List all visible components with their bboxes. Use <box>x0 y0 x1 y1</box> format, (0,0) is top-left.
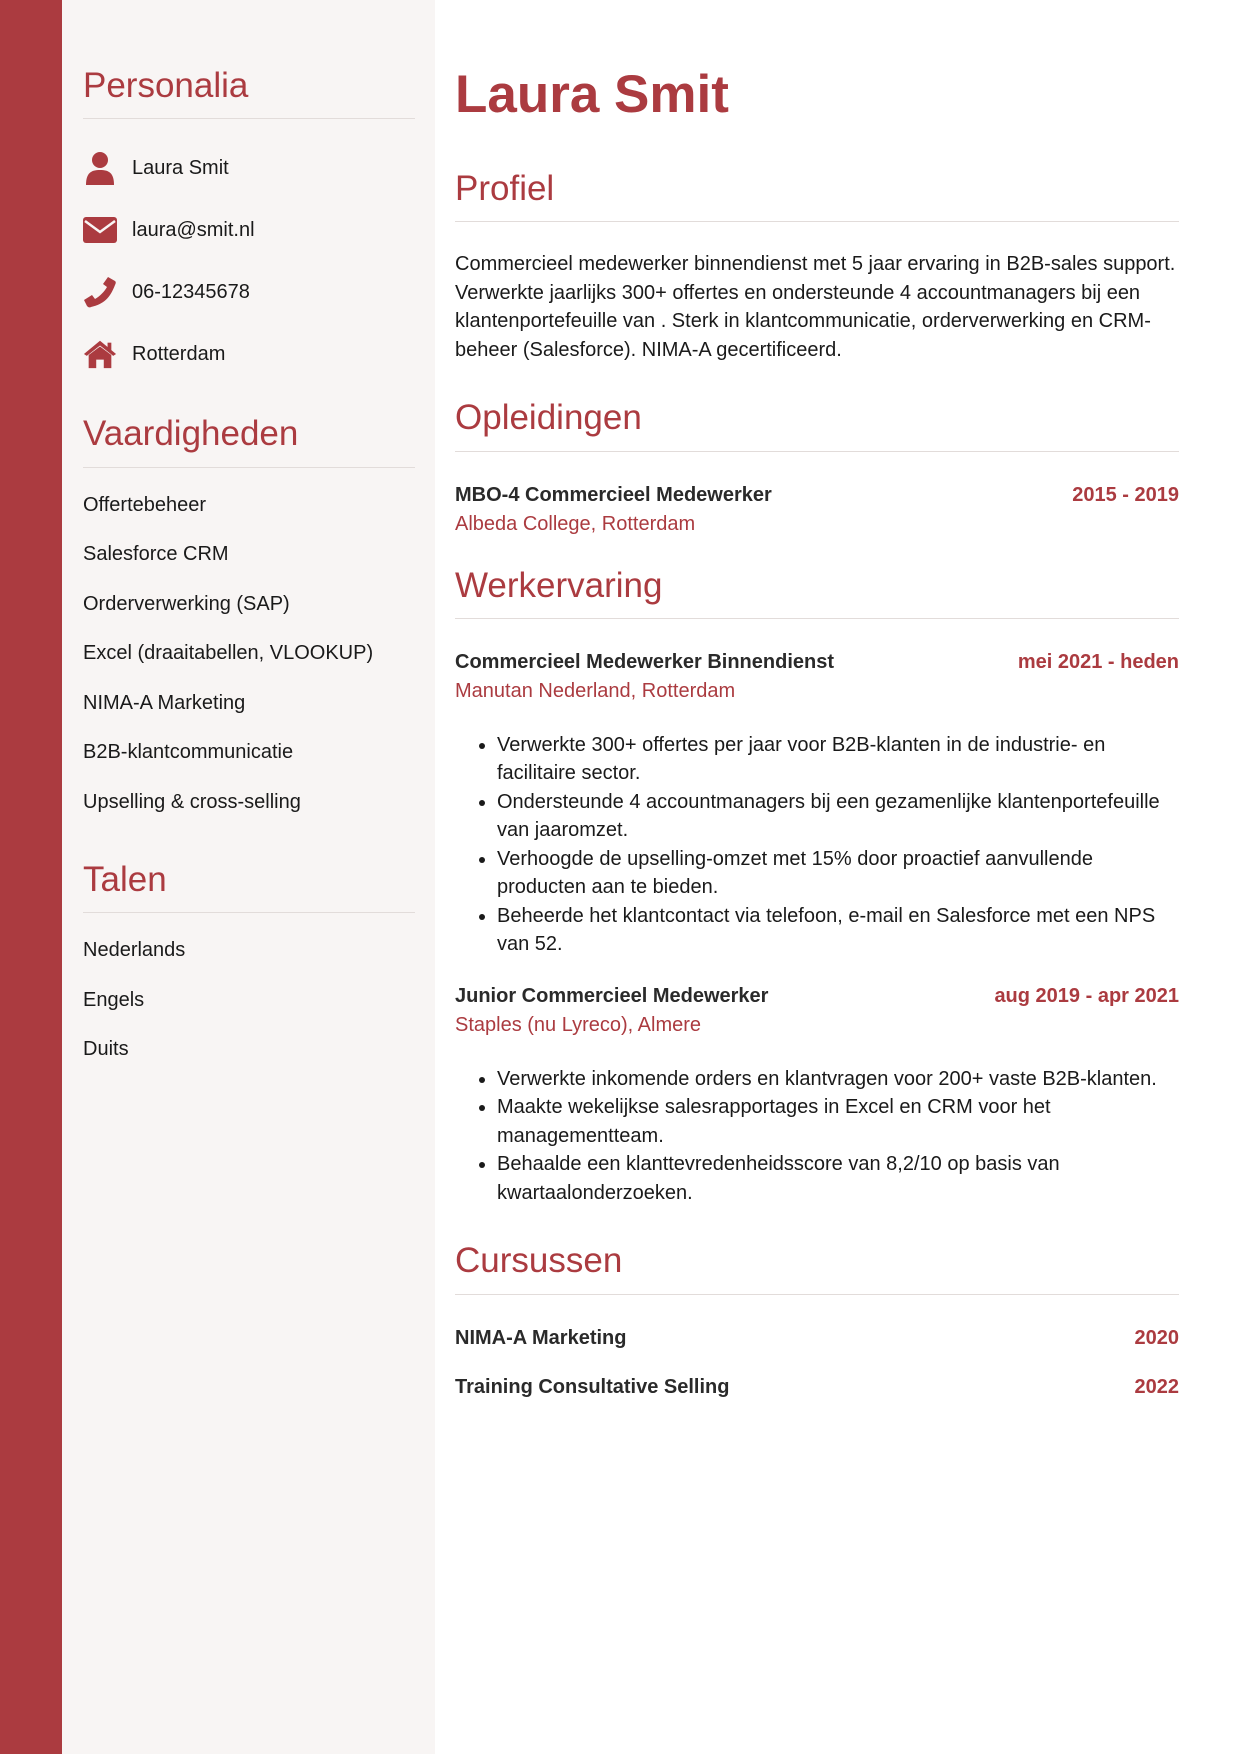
contact-phone <box>83 261 415 323</box>
job-bullet: • Beheerde het klantcontact via telefoon, e-mail en Salesforce met een NPS van 52. <box>497 902 1179 959</box>
job-bullet: • Verwerkte 300+ offertes per jaar voor B2B-klanten in de industrie- en facilitaire sector. <box>497 731 1179 788</box>
skills-heading: Vaardigheden <box>83 414 415 467</box>
experience-entry <box>455 985 1179 1208</box>
contact-name-text: Laura Smit <box>132 156 229 179</box>
education-org: Albeda College, Rotterdam <box>455 512 696 535</box>
job-bullet: • Behaalde een klanttevredenheidsscore van 8,2/10 op basis van kwartaalonderzoeken. <box>497 1150 1179 1207</box>
contact-phone-text: 06-12345678 <box>132 280 250 303</box>
main-content <box>435 0 1241 1754</box>
skill-item: Orderverwerking (SAP) <box>83 592 290 615</box>
job-bullet: • Ondersteunde 4 accountmanagers bij een gezamenlijke klantenportefeuille van jaaromzet. <box>497 788 1179 845</box>
profile-text: Commercieel medewerker binnendienst met 5 jaar ervaring in B2B-sales support. Verwerkte jaarlijks 300+ offertes en ondersteunde 4 accountmanagers bij een klantenportefeuille van . Sterk in klantcommunicatie, orderverwerking en CRM-beheer (Salesforce). NIMA-A gecertificeerd. <box>455 253 1176 361</box>
language-item: Nederlands <box>83 939 186 962</box>
user-icon <box>83 151 117 185</box>
education-heading: Opleidingen <box>455 398 1179 451</box>
skill-item: NIMA-A Marketing <box>83 691 246 714</box>
contact-location <box>83 323 415 385</box>
sidebar <box>62 0 435 1754</box>
contact-location-text: Rotterdam <box>132 342 226 365</box>
job-bullet: • Verwerkte inkomende orders en klantvragen voor 200+ vaste B2B-klanten. <box>497 1065 1179 1094</box>
experience-heading: Werkervaring <box>455 566 1179 619</box>
education-entry <box>455 484 1179 536</box>
course-entry <box>455 1376 1179 1399</box>
course-title: NIMA-A Marketing <box>455 1326 627 1349</box>
education-date: 2015 - 2019 <box>1072 483 1179 506</box>
courses-heading: Cursussen <box>455 1241 1179 1294</box>
languages-list <box>83 937 415 1086</box>
job-bullets <box>455 1065 1179 1208</box>
language-item: Engels <box>83 988 145 1011</box>
job-date: aug 2019 - apr 2021 <box>994 984 1179 1007</box>
skill-item: Offertebeheer <box>83 493 207 516</box>
language-item: Duits <box>83 1038 129 1061</box>
course-title: Training Consultative Selling <box>455 1375 730 1398</box>
accent-bar <box>0 0 62 1754</box>
job-title: Junior Commercieel Medewerker <box>455 984 769 1007</box>
skill-item: B2B-klantcommunicatie <box>83 741 294 763</box>
job-company: Staples (nu Lyreco), Almere <box>455 1013 702 1036</box>
profile-heading: Profiel <box>455 169 1179 222</box>
personalia-heading: Personalia <box>83 66 415 119</box>
education-title: MBO-4 Commercieel Medewerker <box>455 483 772 506</box>
course-entry <box>455 1327 1179 1350</box>
skill-item: Upselling & cross-selling <box>83 790 301 813</box>
contact-name <box>83 137 415 199</box>
contact-email <box>83 199 415 261</box>
envelope-icon <box>83 213 117 247</box>
contact-email-text: laura@smit.nl <box>132 218 255 241</box>
experience-entry <box>455 651 1179 959</box>
candidate-name: Laura Smit <box>455 65 729 124</box>
job-date: mei 2021 - heden <box>1017 650 1179 673</box>
languages-heading: Talen <box>83 860 415 913</box>
course-year: 2022 <box>1134 1375 1179 1398</box>
contact-list <box>83 137 415 385</box>
job-bullet: • Verhoogde de upselling-omzet met 15% door proactief aanvullende producten aan te bieden. <box>497 845 1179 902</box>
skill-item: Excel (draaitabellen, VLOOKUP) <box>83 642 374 664</box>
phone-icon <box>83 275 117 309</box>
skill-item: Salesforce CRM <box>83 543 229 565</box>
skills-list <box>83 492 415 839</box>
job-bullets <box>455 731 1179 959</box>
course-year: 2020 <box>1134 1326 1179 1349</box>
job-bullet: • Maakte wekelijkse salesrapportages in Excel en CRM voor het managementteam. <box>497 1093 1179 1150</box>
job-title: Commercieel Medewerker Binnendienst <box>455 650 835 673</box>
home-icon <box>83 337 117 371</box>
job-company: Manutan Nederland, Rotterdam <box>455 679 736 702</box>
